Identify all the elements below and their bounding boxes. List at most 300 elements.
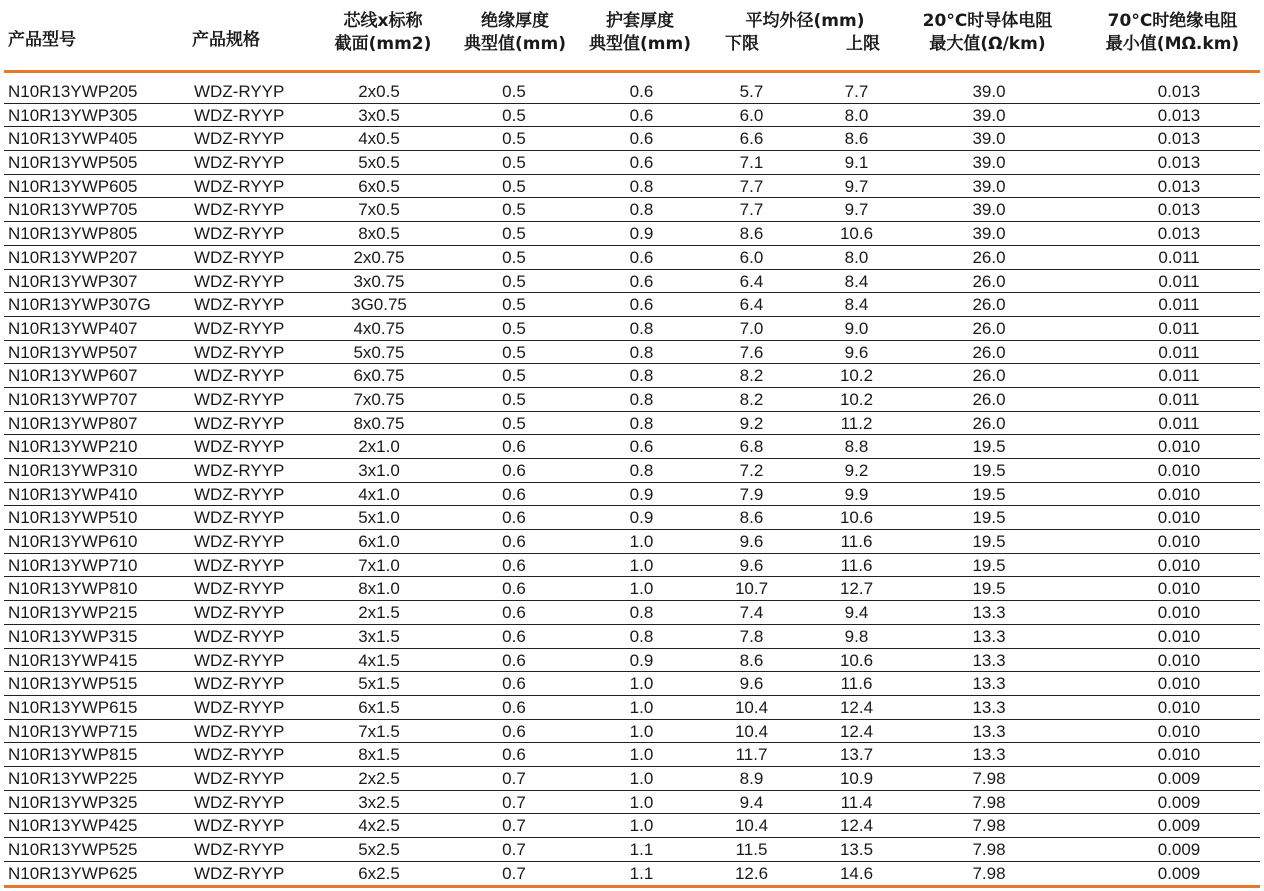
cell-spec: WDZ-RYYP (194, 461, 285, 480)
cell-cores: 2x0.5 (358, 82, 400, 101)
cell-ins: 0.6 (502, 721, 526, 741)
cell-cond: 26.0 (972, 389, 1006, 409)
table-row (4, 554, 1260, 578)
cell-sheath: 1.0 (629, 674, 654, 694)
cell-od-upper: 11.6 (840, 555, 873, 575)
cell-spec: WDZ-RYYP (194, 342, 285, 362)
table-row (4, 222, 1260, 246)
cell-insres: 0.011 (1158, 389, 1200, 409)
cell-insres: 0.010 (1157, 721, 1201, 741)
cell-sheath: 1.0 (629, 792, 654, 812)
cell-od-lower: 9.6 (739, 674, 764, 694)
cell-od-lower: 7.0 (739, 318, 764, 338)
cell-cond: 7.98 (972, 840, 1006, 859)
cell-cores: 4x1.5 (358, 650, 400, 670)
table-row (4, 198, 1260, 222)
cell-cond: 13.3 (972, 603, 1006, 623)
cell-sheath: 0.8 (629, 366, 654, 386)
cell-model: N10R13YWP210 (8, 437, 138, 457)
cell-od-lower: 7.1 (739, 153, 764, 173)
cell-model: N10R13YWP705 (8, 200, 138, 220)
cell-cores: 5x1.5 (358, 674, 400, 694)
header-od-lower: 下限 (725, 34, 759, 54)
header-conductor-line2: 最大值(Ω/km) (929, 34, 1046, 54)
header-insulation-line2: 典型值(mm) (464, 34, 566, 54)
header-cores (308, 10, 458, 56)
cell-cores: 3x1.0 (358, 461, 400, 480)
cell-insres: 0.010 (1157, 437, 1201, 457)
table-row (4, 791, 1260, 815)
cell-od-lower: 7.2 (739, 461, 764, 480)
cell-cond: 39.0 (972, 82, 1006, 101)
header-insres-line1: 70°C时绝缘电阻 (1107, 11, 1238, 31)
table-row (4, 270, 1260, 294)
cell-od-lower: 5.7 (739, 82, 764, 101)
cell-od-lower: 10.7 (734, 579, 769, 599)
cell-spec: WDZ-RYYP (194, 816, 285, 836)
cell-cond: 26.0 (972, 342, 1006, 362)
cell-od-upper: 9.2 (844, 461, 869, 480)
cell-od-lower: 8.2 (739, 366, 764, 386)
cell-spec: WDZ-RYYP (194, 413, 285, 433)
cell-sheath: 0.8 (629, 200, 654, 220)
table-row (4, 246, 1260, 270)
header-model: 产品型号 (8, 30, 76, 50)
footer-rule (4, 885, 1260, 888)
cell-spec: WDZ-RYYP (194, 153, 285, 173)
cell-cores: 4x0.5 (358, 129, 400, 149)
table-row (4, 743, 1260, 767)
cell-spec: WDZ-RYYP (194, 768, 285, 788)
cell-cores: 3G0.75 (351, 295, 407, 315)
cell-cond: 19.5 (972, 461, 1006, 480)
cell-spec: WDZ-RYYP (194, 792, 285, 812)
cell-model: N10R13YWP305 (8, 105, 138, 125)
cell-insres: 0.010 (1157, 555, 1201, 575)
cell-insres: 0.010 (1157, 484, 1201, 504)
cell-od-upper: 9.7 (844, 200, 869, 220)
header-rule (4, 70, 1260, 73)
cell-insres: 0.011 (1158, 271, 1200, 291)
table-row (4, 412, 1260, 436)
cell-model: N10R13YWP407 (8, 318, 138, 338)
cell-sheath: 0.8 (629, 318, 654, 338)
cell-od-lower: 7.4 (739, 603, 764, 623)
cell-od-lower: 6.8 (739, 437, 764, 457)
cell-od-lower: 8.6 (739, 224, 764, 244)
cell-sheath: 1.0 (629, 745, 654, 765)
cell-spec: WDZ-RYYP (194, 129, 285, 149)
table-row (4, 601, 1260, 625)
cell-cond: 19.5 (972, 484, 1006, 504)
header-od-upper: 上限 (846, 34, 880, 54)
cell-cores: 7x0.5 (358, 200, 400, 220)
cell-od-upper: 12.4 (839, 721, 874, 741)
cell-ins: 0.5 (502, 366, 526, 386)
cell-spec: WDZ-RYYP (194, 176, 285, 196)
cell-cores: 6x1.5 (358, 697, 400, 717)
table-row (4, 293, 1260, 317)
cell-model: N10R13YWP510 (8, 508, 138, 528)
cell-od-lower: 8.6 (739, 508, 764, 528)
cell-cond: 39.0 (972, 176, 1006, 196)
cell-cores: 4x0.75 (353, 318, 405, 338)
cell-spec: WDZ-RYYP (194, 863, 285, 883)
cell-od-lower: 7.9 (739, 484, 764, 504)
cell-od-upper: 13.5 (839, 840, 874, 859)
cell-ins: 0.5 (502, 200, 526, 220)
cell-od-upper: 8.4 (844, 295, 869, 315)
cell-model: N10R13YWP707 (8, 389, 138, 409)
cell-od-upper: 14.6 (839, 863, 874, 883)
cell-insres: 0.009 (1157, 863, 1201, 883)
cell-cond: 26.0 (972, 247, 1006, 267)
cell-sheath: 1.1 (629, 840, 654, 859)
cell-ins: 0.5 (502, 389, 526, 409)
cell-od-lower: 9.6 (739, 532, 764, 552)
cell-cores: 7x0.75 (353, 389, 405, 409)
cell-cond: 19.5 (972, 532, 1006, 552)
cell-od-lower: 6.4 (739, 295, 764, 315)
cell-cores: 5x1.0 (358, 508, 400, 528)
cell-ins: 0.6 (502, 626, 526, 646)
cell-sheath: 1.0 (629, 768, 654, 788)
cell-od-upper: 10.2 (839, 389, 874, 409)
cell-cores: 6x2.5 (358, 863, 400, 883)
cell-model: N10R13YWP415 (8, 650, 138, 670)
cell-ins: 0.5 (502, 247, 526, 267)
cell-model: N10R13YWP307G (8, 295, 151, 315)
cell-spec: WDZ-RYYP (194, 271, 285, 291)
cell-sheath: 0.8 (629, 626, 654, 646)
cell-od-upper: 9.6 (844, 342, 869, 362)
table-row (4, 483, 1260, 507)
cell-spec: WDZ-RYYP (194, 224, 285, 244)
cell-model: N10R13YWP505 (8, 153, 138, 173)
cell-ins: 0.7 (502, 863, 526, 883)
cell-cores: 6x1.0 (358, 532, 400, 552)
cell-ins: 0.5 (502, 295, 526, 315)
cell-od-lower: 6.4 (739, 271, 764, 291)
table-row (4, 151, 1260, 175)
cell-cores: 6x0.5 (358, 176, 400, 196)
table-row (4, 80, 1260, 104)
cell-sheath: 0.8 (629, 461, 654, 480)
cell-ins: 0.5 (502, 82, 526, 101)
cell-cores: 4x1.0 (358, 484, 400, 504)
cell-model: N10R13YWP615 (8, 697, 138, 717)
cell-ins: 0.6 (502, 745, 526, 765)
cell-od-lower: 7.6 (739, 342, 764, 362)
cell-cores: 2x1.5 (358, 603, 400, 623)
cell-sheath: 0.6 (629, 153, 654, 173)
cell-model: N10R13YWP610 (8, 532, 138, 552)
cell-spec: WDZ-RYYP (194, 579, 285, 599)
header-spec: 产品规格 (192, 30, 260, 50)
cell-ins: 0.6 (502, 603, 526, 623)
header-sheath-line2: 典型值(mm) (589, 34, 691, 54)
cell-cores: 2x2.5 (358, 768, 400, 788)
cell-od-upper: 8.0 (844, 247, 869, 267)
table-header (0, 0, 1264, 70)
cell-cond: 19.5 (972, 555, 1006, 575)
table-row (4, 530, 1260, 554)
cell-od-upper: 11.6 (840, 674, 873, 694)
cell-spec: WDZ-RYYP (194, 105, 285, 125)
cell-insres: 0.010 (1157, 579, 1201, 599)
cell-od-upper: 8.4 (844, 271, 869, 291)
table-row (4, 435, 1260, 459)
cell-od-lower: 7.7 (739, 200, 764, 220)
cell-ins: 0.5 (502, 176, 526, 196)
cell-ins: 0.7 (502, 816, 526, 836)
cell-od-upper: 9.4 (844, 603, 869, 623)
cell-model: N10R13YWP205 (8, 82, 138, 101)
cell-cores: 5x2.5 (358, 840, 400, 859)
cell-cond: 13.3 (972, 697, 1006, 717)
cell-od-upper: 12.7 (839, 579, 874, 599)
cell-spec: WDZ-RYYP (194, 247, 285, 267)
cell-insres: 0.013 (1157, 82, 1201, 101)
cell-cores: 4x2.5 (358, 816, 400, 836)
cell-ins: 0.6 (502, 508, 526, 528)
cell-model: N10R13YWP315 (8, 626, 138, 646)
cell-cores: 2x1.0 (358, 437, 400, 457)
cell-od-upper: 9.8 (844, 626, 869, 646)
cell-cores: 8x1.5 (358, 745, 400, 765)
cell-ins: 0.5 (502, 271, 526, 291)
cell-sheath: 0.6 (629, 271, 654, 291)
cell-cond: 13.3 (972, 745, 1006, 765)
cell-model: N10R13YWP807 (8, 413, 138, 433)
cell-insres: 0.010 (1157, 603, 1201, 623)
cell-od-upper: 9.9 (844, 484, 869, 504)
cell-cond: 7.98 (972, 792, 1006, 812)
cell-od-upper: 11.6 (840, 532, 873, 552)
cell-spec: WDZ-RYYP (194, 318, 285, 338)
cell-insres: 0.010 (1157, 461, 1201, 480)
cell-od-upper: 10.6 (839, 224, 874, 244)
cell-ins: 0.6 (502, 437, 526, 457)
cell-sheath: 0.6 (629, 247, 654, 267)
cell-sheath: 1.0 (629, 579, 654, 599)
cell-cores: 7x1.5 (358, 721, 400, 741)
cell-insres: 0.009 (1157, 768, 1201, 788)
table-row (4, 838, 1260, 862)
cell-sheath: 0.6 (629, 295, 654, 315)
cell-cores: 5x0.5 (358, 153, 400, 173)
cell-od-lower: 7.8 (739, 626, 764, 646)
cell-insres: 0.013 (1157, 224, 1201, 244)
cell-insres: 0.009 (1157, 816, 1201, 836)
cell-insres: 0.011 (1158, 295, 1200, 315)
cell-cores: 2x0.75 (353, 247, 405, 267)
table-row (4, 175, 1260, 199)
cell-sheath: 0.6 (629, 129, 654, 149)
cell-cores: 8x0.75 (353, 413, 405, 433)
cell-insres: 0.013 (1157, 153, 1201, 173)
cell-ins: 0.6 (502, 555, 526, 575)
cell-model: N10R13YWP225 (8, 768, 138, 788)
cell-cond: 19.5 (972, 437, 1006, 457)
cell-cores: 7x1.0 (358, 555, 400, 575)
cell-cond: 7.98 (972, 863, 1006, 883)
cell-sheath: 1.0 (629, 816, 654, 836)
cell-cond: 39.0 (972, 105, 1006, 125)
cell-od-lower: 9.4 (739, 792, 764, 812)
table-row (4, 577, 1260, 601)
cell-od-lower: 6.0 (739, 247, 764, 267)
cell-od-upper: 10.6 (839, 508, 874, 528)
cell-ins: 0.6 (502, 484, 526, 504)
table-row (4, 672, 1260, 696)
table-row (4, 506, 1260, 530)
cell-od-lower: 8.2 (739, 389, 764, 409)
table-row (4, 317, 1260, 341)
cell-sheath: 0.6 (629, 437, 654, 457)
cell-od-lower: 8.6 (739, 650, 764, 670)
cell-cores: 6x0.75 (353, 366, 405, 386)
cell-insres: 0.011 (1158, 318, 1200, 338)
cell-cond: 7.98 (972, 768, 1006, 788)
cell-od-lower: 10.4 (734, 816, 769, 836)
cell-insres: 0.010 (1157, 745, 1201, 765)
cell-spec: WDZ-RYYP (194, 389, 285, 409)
table-row (4, 104, 1260, 128)
cell-od-upper: 7.7 (844, 82, 869, 101)
header-insres-line2: 最小值(MΩ.km) (1105, 34, 1240, 54)
cell-ins: 0.6 (502, 532, 526, 552)
table-row (4, 767, 1260, 791)
cell-insres: 0.010 (1157, 532, 1201, 552)
cell-od-lower: 10.4 (734, 697, 769, 717)
cell-ins: 0.5 (502, 224, 526, 244)
cell-ins: 0.5 (502, 413, 526, 433)
cell-sheath: 1.0 (629, 532, 654, 552)
header-sheath-line1: 护套厚度 (606, 11, 674, 31)
cell-cond: 26.0 (972, 271, 1006, 291)
table-body (0, 80, 1264, 885)
cell-ins: 0.5 (502, 153, 526, 173)
cell-od-lower: 12.6 (734, 863, 769, 883)
cell-ins: 0.7 (502, 768, 526, 788)
table-row (4, 364, 1260, 388)
cell-spec: WDZ-RYYP (194, 626, 285, 646)
table-row (4, 341, 1260, 365)
cell-insres: 0.013 (1157, 105, 1201, 125)
cell-od-lower: 11.7 (735, 745, 768, 765)
cell-od-upper: 13.7 (839, 745, 874, 765)
cell-ins: 0.7 (502, 792, 526, 812)
cell-cond: 13.3 (972, 650, 1006, 670)
cell-ins: 0.6 (502, 650, 526, 670)
header-cores-line2: 截面(mm2) (334, 34, 432, 54)
cell-ins: 0.6 (502, 461, 526, 480)
cell-od-upper: 8.0 (844, 105, 869, 125)
cell-ins: 0.6 (502, 674, 526, 694)
table-row (4, 814, 1260, 838)
cell-cond: 13.3 (972, 674, 1006, 694)
cell-model: N10R13YWP515 (8, 674, 138, 694)
cell-spec: WDZ-RYYP (194, 295, 285, 315)
cell-ins: 0.5 (502, 342, 526, 362)
cell-od-lower: 7.7 (739, 176, 764, 196)
cell-cores: 3x0.75 (353, 271, 405, 291)
cell-ins: 0.6 (502, 579, 526, 599)
cell-model: N10R13YWP507 (8, 342, 138, 362)
table-row (4, 696, 1260, 720)
cell-od-upper: 12.4 (839, 816, 874, 836)
cell-cond: 26.0 (972, 318, 1006, 338)
header-insulation-resistance (1085, 10, 1260, 56)
cell-ins: 0.7 (502, 840, 526, 859)
cell-model: N10R13YWP625 (8, 863, 138, 883)
cell-model: N10R13YWP805 (8, 224, 138, 244)
cell-cond: 7.98 (972, 816, 1006, 836)
cell-cores: 8x0.5 (358, 224, 400, 244)
cell-spec: WDZ-RYYP (194, 532, 285, 552)
cell-sheath: 1.1 (629, 863, 654, 883)
cell-cond: 13.3 (972, 721, 1006, 741)
cell-insres: 0.011 (1158, 366, 1200, 386)
cell-od-upper: 12.4 (839, 697, 874, 717)
cell-spec: WDZ-RYYP (194, 840, 285, 859)
table-row (4, 720, 1260, 744)
header-insulation-line1: 绝缘厚度 (481, 11, 549, 31)
cell-model: N10R13YWP425 (8, 816, 138, 836)
header-conductor-resistance (895, 10, 1080, 56)
cell-cond: 26.0 (972, 366, 1006, 386)
cell-spec: WDZ-RYYP (194, 721, 285, 741)
cell-od-upper: 10.2 (839, 366, 874, 386)
cell-sheath: 0.9 (629, 224, 654, 244)
table-row (4, 625, 1260, 649)
cell-model: N10R13YWP605 (8, 176, 138, 196)
cell-od-upper: 11.2 (840, 413, 873, 433)
cell-cond: 19.5 (972, 508, 1006, 528)
cell-sheath: 0.8 (629, 413, 654, 433)
cell-insres: 0.010 (1157, 650, 1201, 670)
cell-insres: 0.009 (1157, 840, 1201, 859)
cell-spec: WDZ-RYYP (194, 603, 285, 623)
cell-od-upper: 9.0 (844, 318, 869, 338)
cell-spec: WDZ-RYYP (194, 484, 285, 504)
cell-cond: 39.0 (972, 200, 1006, 220)
cell-ins: 0.5 (502, 129, 526, 149)
cell-cond: 26.0 (972, 413, 1006, 433)
cell-cond: 39.0 (972, 224, 1006, 244)
cell-model: N10R13YWP410 (8, 484, 138, 504)
cell-model: N10R13YWP215 (8, 603, 138, 623)
cell-cores: 5x0.75 (353, 342, 405, 362)
table-row (4, 862, 1260, 886)
cell-ins: 0.6 (502, 697, 526, 717)
cell-spec: WDZ-RYYP (194, 674, 285, 694)
cell-sheath: 0.6 (629, 82, 654, 101)
cell-spec: WDZ-RYYP (194, 200, 285, 220)
table-row (4, 127, 1260, 151)
cell-od-lower: 6.6 (739, 129, 764, 149)
cell-spec: WDZ-RYYP (194, 82, 285, 101)
header-insulation (440, 10, 590, 56)
header-conductor-line1: 20°C时导体电阻 (922, 11, 1053, 31)
cell-sheath: 0.8 (629, 389, 654, 409)
cell-cores: 3x2.5 (358, 792, 400, 812)
cell-ins: 0.5 (502, 105, 526, 125)
cell-od-upper: 11.4 (840, 792, 873, 812)
cell-cond: 26.0 (972, 295, 1006, 315)
cell-od-lower: 8.9 (739, 768, 764, 788)
